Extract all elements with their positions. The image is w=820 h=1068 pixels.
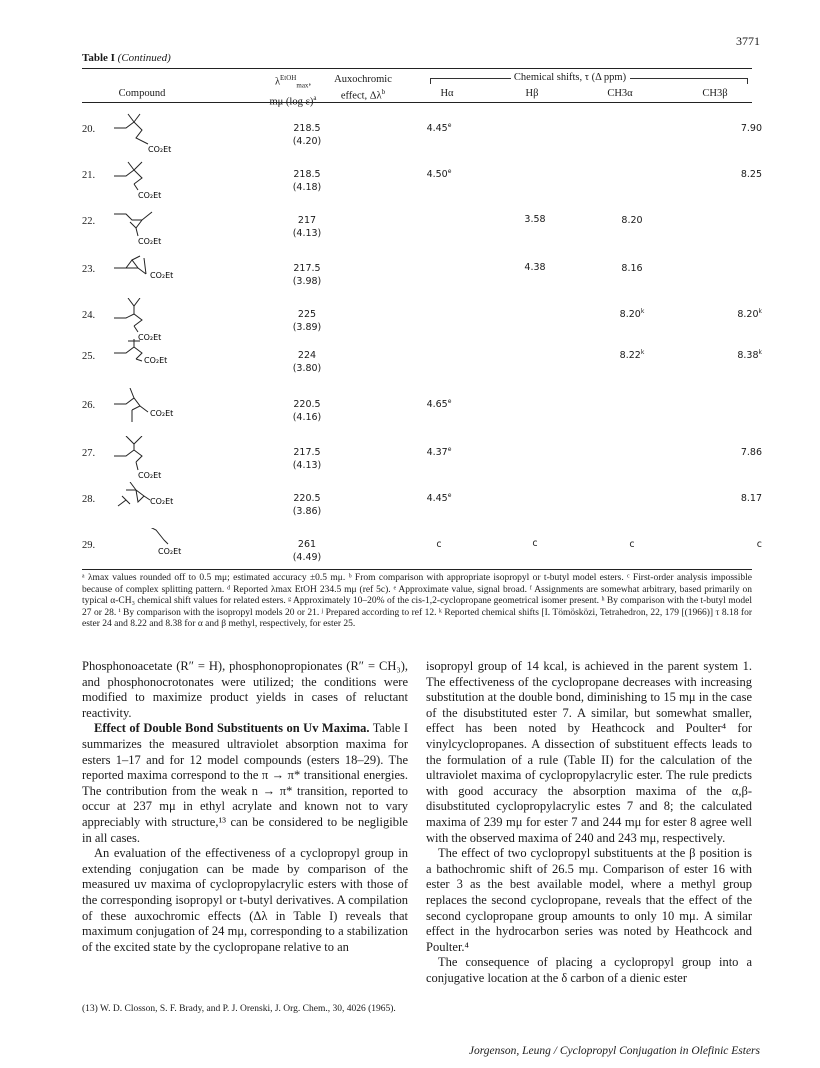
table-row bbox=[82, 302, 762, 342]
right-column bbox=[426, 659, 752, 986]
structure-label: CO₂Et bbox=[138, 237, 162, 246]
table-row bbox=[82, 343, 762, 383]
header-lambda-line2: mμ (log ε) bbox=[269, 96, 314, 108]
structure-drawing bbox=[112, 388, 192, 432]
structure-label: CO₂Et bbox=[150, 271, 174, 280]
header-ch3-beta: CH3β bbox=[702, 88, 728, 99]
log-epsilon: (3.80) bbox=[292, 363, 322, 374]
shift-ch3-alpha: 8.20$^k$ bbox=[619, 308, 645, 321]
table-row bbox=[82, 162, 762, 202]
reference-13: (13) W. D. Closson, S. F. Brady, and P. J. Orenski, J. Org. Chem., 30, 4026 (1965). bbox=[82, 1004, 396, 1014]
structure-drawing bbox=[112, 252, 192, 296]
structure-label: CO₂Et bbox=[144, 356, 168, 365]
shift-ch3-beta: 8.25 bbox=[740, 169, 762, 181]
shift-h-beta: 4.38 bbox=[524, 262, 546, 273]
structure-drawing bbox=[112, 298, 192, 342]
header-ch3-alpha: CH3α bbox=[607, 88, 633, 99]
shift-ch3-alpha: 8.16 bbox=[621, 263, 643, 275]
lambda-max: 224 bbox=[297, 350, 317, 361]
structure-label: CO₂Et bbox=[138, 333, 162, 342]
structure-label: CO₂Et bbox=[150, 409, 174, 418]
log-epsilon: (4.13) bbox=[292, 228, 322, 239]
compound-number: 28. bbox=[82, 494, 96, 505]
header-auxochromic bbox=[318, 74, 408, 103]
table-row bbox=[82, 392, 752, 432]
shift-h-alpha: 4.50e bbox=[426, 168, 452, 181]
table-footnotes: ᵃ λmax values rounded off to 0.5 mμ; estimated accuracy ±0.5 mμ. ᵇ From comparison with appropriate isopropyl or t-butyl model esters. ᶜ First-order analysis impossible because of complex splitting pattern. ᵈ Reported λmax EtOH 234.5 mμ (ref 5c). ᵉ Approximate value, signal broad. ᶠ Assignments are somewhat arbitrary, based primarily on typical α-CH₃ chemical shift values for related esters. ᵍ Approximately 10–20% of the cis-1,2-cyclopropane geometrical isomer present. ʰ By comparison with the t-butyl model 27 or 28. ⁱ By comparison with the isopropyl models 20 or 21. ʲ Prepared according to ref 12. ᵏ Reported chemical shifts [I. Tömösközi, Tetrahedron, 22, 179 [(1966)] τ 8.18 for ester 24 and 8.22 and 8.38 for α and β methyl, respectively, for ester 25. bbox=[82, 573, 752, 629]
shift-ch3-beta: 8.20$^k$ bbox=[737, 308, 762, 321]
header-compound: Compound bbox=[118, 88, 166, 99]
lambda-max: 217.5 bbox=[293, 447, 321, 458]
log-epsilon: (4.20) bbox=[292, 136, 322, 147]
log-epsilon: (3.89) bbox=[292, 322, 322, 333]
table-continued: (Continued) bbox=[117, 52, 171, 64]
header-lambda: $\lambda^{EtOH}_{max}$, mμ (log ε)$^a$ bbox=[269, 74, 317, 108]
paragraph: An evaluation of the effectiveness of a cyclopropyl group in extending conjugation can be made by comparison of the measured uv maxima of cyclopropylacrylic esters with those of the corresponding isopropyl or t-butyl derivatives. A compilation of these auxochromic effects (Δλ in Table I) reveals that maximum conjugation of 24 mμ, corresponding to a stabilization of the excited state by the cyclopropane relative to an bbox=[82, 846, 408, 954]
shift-ch3-beta: 8.38$^k$ bbox=[737, 349, 762, 362]
compound-number: 22. bbox=[82, 216, 96, 227]
shift-h-alpha: 4.37e bbox=[426, 446, 452, 459]
log-epsilon: (4.16) bbox=[292, 412, 322, 423]
table-row bbox=[82, 208, 752, 248]
shift-h-alpha: 4.45e bbox=[426, 122, 452, 135]
structure-label: CO₂Et bbox=[150, 497, 174, 506]
compound-number: 26. bbox=[82, 400, 96, 411]
lambda-value bbox=[267, 214, 347, 240]
paragraph: Phosphonoacetate (R″ = H), phosphonopropionates (R″ = CH₃), and phosphonocrotonates were utilized; the conditions were modified to maximize product yields in cases of reluctant reactivity. bbox=[82, 659, 408, 720]
structure-label: CO₂Et bbox=[138, 471, 162, 480]
log-epsilon: (4.13) bbox=[292, 460, 322, 471]
log-epsilon: (4.18) bbox=[292, 182, 322, 193]
lambda-max: 218.5 bbox=[293, 123, 321, 134]
header-aux-fn: b bbox=[381, 88, 386, 96]
lambda-value bbox=[267, 122, 347, 148]
chemical-shifts-brace-right bbox=[630, 78, 748, 84]
shift-h-beta: 3.58 bbox=[524, 214, 546, 225]
shift-ch3-beta: 7.86 bbox=[740, 447, 762, 459]
structure-drawing bbox=[112, 204, 192, 248]
lambda-max: 261 bbox=[297, 539, 317, 550]
structure-drawing bbox=[112, 482, 192, 526]
structure-label: CO₂Et bbox=[158, 547, 182, 556]
running-footer: Jorgenson, Leung / Cyclopropyl Conjugation in Olefinic Esters bbox=[468, 1045, 760, 1057]
structure-label: CO₂Et bbox=[138, 191, 162, 200]
header-lambda-symbol: λ bbox=[274, 76, 281, 88]
shift-ch3-beta: 8.17 bbox=[740, 493, 762, 505]
shift-h-alpha: c bbox=[436, 539, 442, 551]
table-top-rule bbox=[82, 68, 752, 69]
lambda-value bbox=[267, 492, 347, 518]
table-row bbox=[82, 532, 762, 572]
section-heading: Effect of Double Bond Substituents on Uv Maxima. bbox=[94, 721, 370, 736]
paragraph: The effect of two cyclopropyl substituents at the β position is a bathochromic shift of 26.5 mμ. Comparison of ester 16 with ester 3 as the best available model, where a methyl group replaces the second cyclopropane, reveals that the effect of the second cyclopropane group amounts to only 10 mμ. A similar effect in the hydrocarbon series was noted by Heathcock and Poulter.⁴ bbox=[426, 846, 752, 954]
table-row bbox=[82, 256, 752, 296]
chemical-shifts-brace-left bbox=[430, 78, 511, 84]
lambda-value bbox=[267, 398, 347, 424]
shift-h-beta: c bbox=[532, 538, 538, 549]
lambda-value bbox=[267, 308, 347, 334]
table-row bbox=[82, 116, 762, 156]
table-row bbox=[82, 486, 762, 526]
shift-ch3-beta: c bbox=[756, 539, 762, 551]
page-number: 3771 bbox=[736, 34, 760, 48]
structure-drawing bbox=[112, 528, 192, 572]
compound-number: 20. bbox=[82, 124, 96, 135]
header-lambda-sup: EtOH bbox=[280, 74, 297, 82]
log-epsilon: (4.49) bbox=[292, 552, 322, 563]
table-label: Table I bbox=[82, 52, 115, 64]
structure-drawing bbox=[112, 112, 192, 156]
lambda-value bbox=[267, 262, 347, 288]
lambda-max: 220.5 bbox=[293, 493, 321, 504]
lambda-value bbox=[267, 538, 347, 564]
compound-number: 21. bbox=[82, 170, 96, 181]
compound-number: 29. bbox=[82, 540, 96, 551]
lambda-max: 225 bbox=[297, 309, 317, 320]
table-title bbox=[82, 52, 171, 64]
lambda-value bbox=[267, 168, 347, 194]
log-epsilon: (3.98) bbox=[292, 276, 322, 287]
compound-number: 25. bbox=[82, 351, 96, 362]
compound-number: 23. bbox=[82, 264, 96, 275]
paragraph-text: Table I summarizes the measured ultraviolet absorption maxima for esters 1–17 and for 12 model compounds (esters 18–29). The reported maxima correspond to the π → π* transitional energies. The contribution from the weak n → π* transition, reported to occur at 237 mμ in ethyl acrylate and known not to vary appreciably with structure,¹³ can be considered to be negligible in all cases. bbox=[82, 721, 408, 845]
structure-drawing bbox=[112, 436, 192, 480]
shift-ch3-alpha: 8.20 bbox=[621, 215, 643, 227]
lambda-max: 217 bbox=[297, 215, 317, 226]
shift-ch3-alpha: c bbox=[629, 539, 635, 551]
header-h-alpha: Hα bbox=[440, 88, 454, 99]
shift-ch3-alpha: 8.22$^k$ bbox=[619, 349, 645, 362]
shift-ch3-beta: 7.90 bbox=[740, 123, 762, 135]
table-header-rule bbox=[82, 102, 752, 103]
shift-h-alpha: 4.45e bbox=[426, 492, 452, 505]
lambda-max: 218.5 bbox=[293, 169, 321, 180]
compound-number: 27. bbox=[82, 448, 96, 459]
paragraph bbox=[82, 721, 408, 846]
header-aux-line1: Auxochromic bbox=[334, 74, 392, 85]
paragraph: isopropyl group of 14 kcal, is achieved in the parent system 1. The effectiveness of the cyclopropane decreases with increasing substitution at the double bond, diminishing to 15 mμ in the case of the disubstituted ester 7. A similar, but somewhat smaller, effect has been noted by Heathcock and Poulter⁴ for vinylcyclopropanes. A dissection of substituent effects leads to the formulation of a rule (Table II) for the calculation of the ultraviolet maxima of cyclopropylacrylic ester. The rule predicts with good accuracy the absorption maxima of the α,β-disubstituted cyclopropylacrylic estes 7 and 8; the calculated maxima of 239 mμ for ester 7 and 244 mμ for ester 8 agree well with the observed maxima of 240 and 243 mμ, respectively. bbox=[426, 659, 752, 845]
lambda-max: 217.5 bbox=[293, 263, 321, 274]
left-column bbox=[82, 659, 408, 955]
paragraph: The consequence of placing a cyclopropyl group into a conjugative location at the δ carbon of a dienic ester bbox=[426, 955, 752, 985]
compound-number: 24. bbox=[82, 310, 96, 321]
structure-label: CO₂Et bbox=[148, 145, 172, 154]
header-aux-line2: effect, Δλ bbox=[340, 90, 382, 102]
lambda-max: 220.5 bbox=[293, 399, 321, 410]
header-lambda-fn: a bbox=[313, 93, 317, 102]
structure-drawing bbox=[112, 158, 192, 202]
lambda-value bbox=[267, 446, 347, 472]
header-chemical-shifts: Chemical shifts, τ (Δ ppm) bbox=[513, 72, 627, 83]
structure-drawing bbox=[112, 339, 192, 383]
header-lambda-sub: max bbox=[296, 81, 309, 90]
table-bottom-rule bbox=[82, 569, 752, 570]
table-row bbox=[82, 440, 762, 480]
lambda-value bbox=[267, 349, 347, 375]
header-h-beta: Hβ bbox=[525, 88, 539, 99]
shift-h-alpha: 4.65e bbox=[426, 398, 452, 411]
log-epsilon: (3.86) bbox=[292, 506, 322, 517]
